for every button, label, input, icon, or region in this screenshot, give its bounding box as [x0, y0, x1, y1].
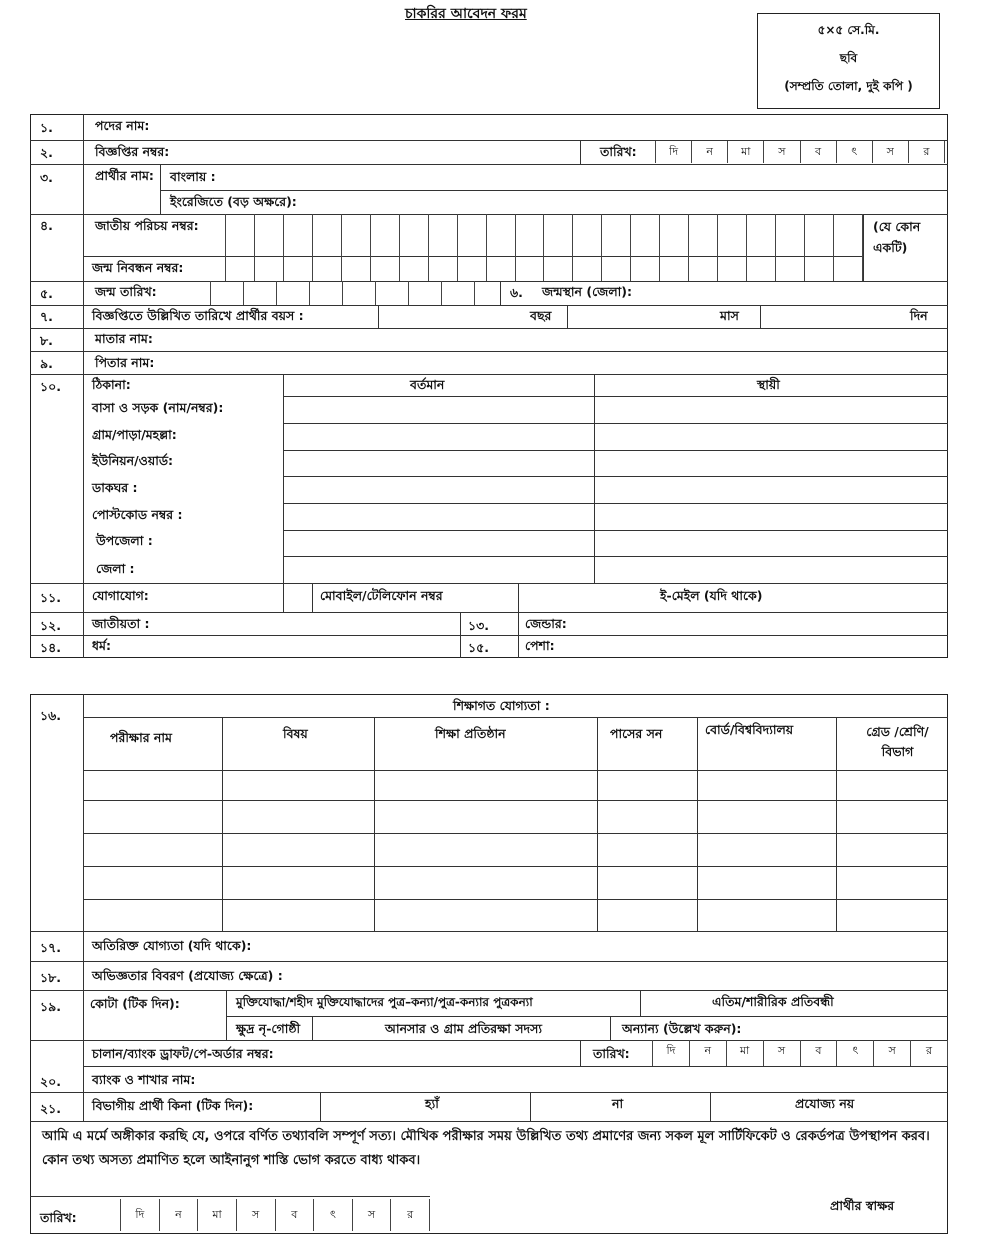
quota-label: কোটা (টিক দিন):: [90, 996, 180, 1011]
option-not-applicable[interactable]: প্রযোজ্য নয়: [795, 1096, 855, 1111]
row-16-number: ১৬.: [40, 708, 61, 723]
religion-label: ধর্ম:: [92, 638, 111, 653]
edu-col-subject: বিষয়: [283, 726, 308, 741]
edu-col-year: পাসের সন: [610, 726, 663, 741]
row-17-number: ১৭.: [40, 940, 61, 955]
address-district-label: জেলা :: [96, 561, 135, 576]
education-label: শিক্ষাগত যোগ্যতা :: [453, 698, 550, 713]
date-cell: স: [873, 1040, 910, 1066]
row-5-number: ৫.: [40, 286, 53, 301]
applicant-name-label: প্রার্থীর নাম:: [95, 168, 154, 183]
age-month-label: মাস: [720, 308, 739, 323]
signing-date-label: তারিখ:: [40, 1210, 77, 1225]
father-name-field[interactable]: [190, 353, 940, 373]
mother-name-label: মাতার নাম:: [95, 331, 153, 346]
date-cell: ব: [275, 1199, 314, 1231]
present-address-fields[interactable]: [285, 398, 593, 582]
row-11-number: ১১.: [40, 590, 61, 605]
post-name-label: পদের নাম:: [95, 118, 150, 133]
row-19-number: ১৯.: [40, 999, 61, 1014]
nationality-label: জাতীয়তা :: [92, 616, 150, 631]
date-cell: ৎ: [836, 141, 872, 163]
address-label: ঠিকানা:: [92, 377, 131, 392]
present-address-header: বর্তমান: [410, 377, 445, 392]
date-cell: র: [908, 141, 945, 163]
date-cell: দি: [120, 1199, 159, 1231]
date-cell: স: [763, 141, 799, 163]
address-postcode-label: পোস্টকোড নম্বর :: [92, 507, 183, 522]
name-english-field[interactable]: [340, 192, 940, 212]
row-14-number: ১৪.: [40, 640, 61, 655]
dob-cells[interactable]: [210, 281, 475, 305]
row-12-number: ১২.: [40, 618, 61, 633]
row-18-number: ১৮.: [40, 970, 61, 985]
option-yes[interactable]: হ্যাঁ: [425, 1096, 439, 1111]
dob-label: জন্ম তারিখ:: [95, 284, 157, 299]
quota-freedom-fighter[interactable]: মুক্তিযোদ্ধা/শহীদ মুক্তিযোদ্ধাদের পুত্র–কন্যা/পুত্র-কন্যার পুত্রকন্যা: [236, 995, 533, 1009]
row-21-number: ২১.: [40, 1101, 61, 1116]
challan-label: চালান/ব্যাংক ড্রাফট/পে-অর্ডার নম্বর:: [92, 1046, 274, 1061]
address-union-label: ইউনিয়ন/ওয়ার্ড:: [92, 453, 174, 468]
form-title: চাকরির আবেদন ফরম: [405, 6, 527, 22]
mother-name-field[interactable]: [190, 330, 940, 350]
edu-col-institution: শিক্ষা প্রতিষ্ঠান: [435, 726, 506, 741]
photo-label: ছবি: [839, 51, 858, 65]
circular-number-field[interactable]: [200, 142, 575, 162]
circular-number-label: বিজ্ঞপ্তির নম্বর:: [95, 144, 170, 159]
edu-col-board: বোর্ড/বিশ্ববিদ্যালয়: [705, 722, 794, 737]
date-cell: স: [352, 1199, 391, 1231]
date-cell: র: [390, 1199, 430, 1231]
date-cell: স: [872, 141, 908, 163]
circular-date-label: তারিখ:: [600, 144, 637, 159]
date-cell: ব: [800, 1040, 837, 1066]
row-3-number: ৩.: [40, 170, 53, 185]
address-village-label: গ্রাম/পাড়া/মহল্লা:: [92, 427, 177, 442]
row-8-number: ৮.: [40, 333, 53, 348]
quota-other[interactable]: অন্যান্য (উল্লেখ করুন):: [622, 1021, 742, 1036]
age-year-label: বছর: [530, 308, 552, 323]
date-cell: ন: [159, 1199, 198, 1231]
row-1-number: ১.: [40, 120, 53, 135]
row-4-number: ৪.: [40, 218, 53, 233]
education-rows[interactable]: [84, 771, 947, 931]
edu-col-exam: পরীক্ষার নাম: [110, 730, 172, 745]
age-label: বিজ্ঞপ্তিতে উল্লিখিত তারিখে প্রার্থীর বয়স :: [92, 308, 304, 323]
signature-field[interactable]: [760, 1168, 940, 1196]
declaration-text: আমি এ মর্মে অঙ্গীকার করছি যে, ওপরে বর্ণিত তথ্যাবলি সম্পূর্ণ সত্য। মৌখিক পরীক্ষার সময় উল্লিখিত তথ্য প্রমাণের জন্য সকল মূল সার্টিফিকেট ও রেকর্ডপত্র উপস্থাপন করব। কোন তথ্য অসত্য প্রমাণিত হলে আইনানুগ শাস্তি ভোগ করতে বাধ্য থাকব।: [42, 1129, 930, 1168]
date-cell: মা: [726, 1040, 763, 1066]
phone-label: মোবাইল/টেলিফোন নম্বর: [320, 588, 443, 603]
row-7-number: ৭.: [40, 309, 53, 324]
permanent-address-header: স্থায়ী: [757, 377, 780, 392]
quota-orphan-disabled[interactable]: এতিম/শারীরিক প্রতিবন্ধী: [712, 994, 834, 1009]
post-name-field[interactable]: [250, 116, 940, 138]
name-bangla-field[interactable]: [240, 166, 940, 188]
date-cell: দি: [652, 1040, 689, 1066]
address-house-label: বাসা ও সড়ক (নাম/নম্বর):: [92, 400, 224, 415]
contact-label: যোগাযোগ:: [92, 588, 149, 603]
row-13-number: ১৩.: [468, 618, 489, 633]
date-cell: ন: [691, 141, 727, 163]
row-2-number: ২.: [40, 145, 53, 160]
birth-reg-label: জন্ম নিবন্ধন নম্বর:: [92, 260, 184, 275]
extra-qualification-field[interactable]: [320, 934, 940, 958]
challan-date-label: তারিখ:: [593, 1046, 630, 1061]
date-cell: দি: [655, 141, 691, 163]
photo-note: (সম্প্রতি তোলা, দুই কপি ): [784, 79, 913, 93]
date-cell: ব: [800, 141, 836, 163]
photo-size: ৫×৫ সে.মি.: [817, 23, 880, 37]
date-cell: মা: [197, 1199, 236, 1231]
departmental-candidate-label: বিভাগীয় প্রার্থী কিনা (টিক দিন):: [92, 1098, 254, 1113]
email-label: ই-মেইল (যদি থাকে): [660, 588, 763, 603]
challan-field[interactable]: [345, 1042, 575, 1064]
quota-ansar-vdp[interactable]: আনসার ও গ্রাম প্রতিরক্ষা সদস্য: [385, 1021, 542, 1036]
quota-ethnic-minority[interactable]: ক্ষুদ্র নৃ-গোষ্ঠী: [236, 1021, 301, 1036]
birthplace-label: জন্মস্থান (জেলা):: [542, 284, 632, 299]
option-no[interactable]: না: [612, 1096, 624, 1111]
bank-branch-field[interactable]: [240, 1068, 940, 1090]
row-6-number: ৬.: [510, 285, 523, 300]
signing-date-cells[interactable]: [120, 1199, 430, 1231]
experience-field[interactable]: [345, 964, 940, 988]
name-english-label: ইংরেজিতে (বড় অক্ষরে):: [170, 194, 297, 209]
occupation-label: পেশা:: [525, 638, 555, 653]
challan-date-cells[interactable]: [652, 1040, 948, 1066]
row-15-number: ১৫.: [468, 640, 489, 655]
address-postoffice-label: ডাকঘর :: [92, 480, 138, 495]
either-one-note: (যে কোন একটি): [873, 219, 921, 255]
row-20-number: ২০.: [40, 1074, 62, 1089]
nid-label: জাতীয় পরিচয় নম্বর:: [95, 218, 199, 233]
father-name-label: পিতার নাম:: [95, 355, 155, 370]
row-10-number: ১০.: [40, 379, 61, 394]
date-cell: স: [236, 1199, 275, 1231]
age-day-label: দিন: [910, 308, 928, 323]
row-9-number: ৯.: [40, 356, 53, 371]
name-bangla-label: বাংলায় :: [170, 169, 216, 184]
date-cell: স: [763, 1040, 800, 1066]
date-cell: ৎ: [836, 1040, 873, 1066]
address-upazila-label: উপজেলা :: [96, 533, 153, 548]
edu-col-grade: গ্রেড /শ্রেণি/ বিভাগ: [866, 724, 929, 759]
date-cell: মা: [727, 141, 763, 163]
circular-date-cells[interactable]: [655, 141, 945, 163]
nid-cells[interactable]: [225, 214, 863, 281]
gender-label: জেন্ডার:: [525, 616, 567, 631]
birthplace-field[interactable]: [660, 283, 940, 303]
bank-branch-label: ব্যাংক ও শাখার নাম:: [92, 1072, 196, 1087]
extra-qualification-label: অতিরিক্ত যোগ্যতা (যদি থাকে):: [92, 938, 252, 953]
experience-label: অভিজ্ঞতার বিবরণ (প্রযোজ্য ক্ষেত্রে) :: [92, 968, 283, 983]
permanent-address-fields[interactable]: [596, 398, 946, 582]
date-cell: ৎ: [313, 1199, 352, 1231]
signature-label: প্রার্থীর স্বাক্ষর: [830, 1198, 895, 1213]
photo-box: [757, 13, 940, 109]
date-cell: ন: [689, 1040, 726, 1066]
date-cell: র: [910, 1040, 948, 1066]
